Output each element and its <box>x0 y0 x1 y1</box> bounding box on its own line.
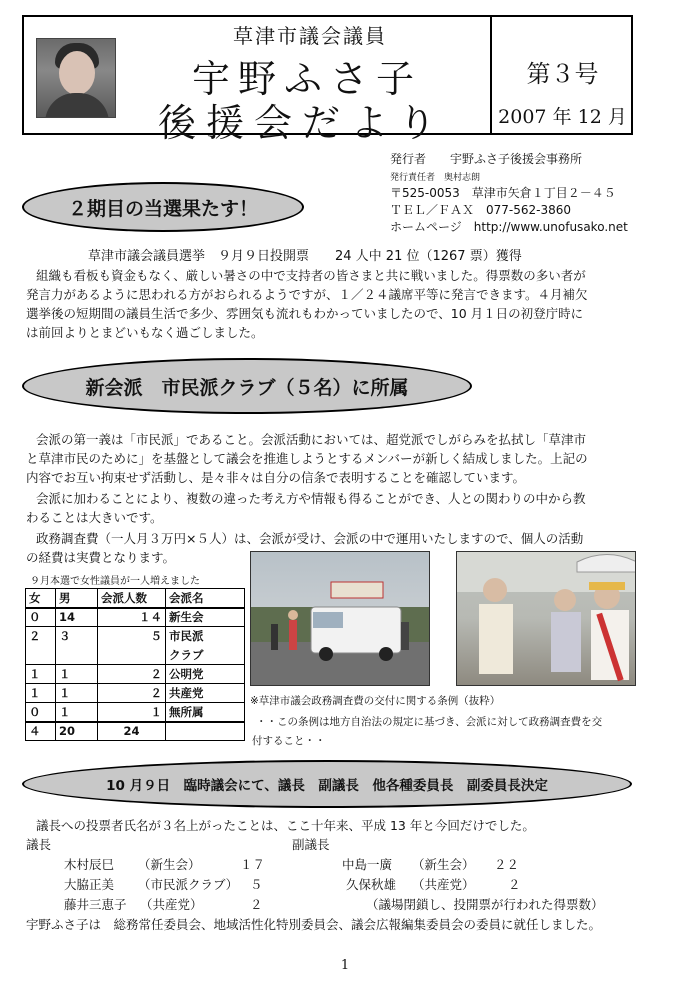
table-cell: クラブ <box>166 646 245 665</box>
chair-label: 議長 <box>26 837 52 852</box>
table-row <box>26 665 245 684</box>
election-result: 草津市議会議員選挙 ９月９日投開票 24 人中 21 位（1267 票）獲得 <box>88 249 522 264</box>
table-cell: 24 <box>98 722 166 741</box>
table-cell <box>166 722 245 741</box>
table-cell: １４ <box>98 608 166 627</box>
candidate-votes: ２ <box>508 877 521 892</box>
address-line: 〒525-0053 草津市矢倉１丁目２－４５ <box>390 186 616 200</box>
table-cell: 新生会 <box>166 608 245 627</box>
table-cell: ５ <box>98 627 166 646</box>
section2-line: 会派に加わることにより、複数の違った考え方や情報も得ることができ、人との関わりの中から教 <box>36 491 586 506</box>
table-cell: 共産党 <box>166 684 245 703</box>
table-cell: 市民派 <box>166 627 245 646</box>
table-cell: 無所属 <box>166 703 245 722</box>
table-cell: １ <box>26 665 56 684</box>
table-row <box>26 703 245 722</box>
candidate-name: 久保秋雄 <box>346 877 397 892</box>
tel-line: ＴＥＬ／ＦＡＸ 077-562-3860 <box>390 203 572 217</box>
portrait-photo <box>36 38 116 118</box>
candidate-party: （新生会） <box>138 857 201 872</box>
table-header: 女 <box>26 589 56 608</box>
ordinance-text: 付すること・・ <box>252 735 326 747</box>
table-header-row <box>26 589 245 608</box>
table-cell: １ <box>56 703 98 722</box>
vote-intro: 議長への投票者氏名が３名上がったことは、ここ十年来、平成 13 年と今回だけでした。 <box>36 818 535 833</box>
table-cell <box>26 646 56 665</box>
campaign-car-photo <box>250 551 430 686</box>
candidate-name: 木村辰巳 <box>64 857 115 872</box>
candidate-votes: ５ <box>250 877 263 892</box>
table-cell: １ <box>56 684 98 703</box>
table-row <box>26 627 245 646</box>
candidate-votes: ２２ <box>494 857 520 872</box>
table-header: 会派人数 <box>98 589 166 608</box>
homepage-line: ホームページ http://www.unofusako.net <box>390 220 628 234</box>
section1-banner-text: ２期目の当選果たす！ <box>67 197 258 220</box>
candidate-votes: １７ <box>240 857 266 872</box>
table-total-row <box>26 722 245 741</box>
table-cell: ０ <box>26 703 56 722</box>
candidate-name: 藤井三恵子 <box>64 897 127 912</box>
table-row <box>26 646 245 665</box>
table-cell: １ <box>56 665 98 684</box>
section1-line: 組織も看板も資金もなく、厳しい暑さの中で支持者の皆さまと共に戦いました。得票数の多い者が <box>36 268 586 283</box>
candidate-party: （新生会） <box>412 857 475 872</box>
table-cell: ４ <box>26 722 56 741</box>
street-speech-photo <box>456 551 636 686</box>
table-cell: ２ <box>26 627 56 646</box>
candidate-party: （共産党） <box>412 877 475 892</box>
table-cell: 14 <box>56 608 98 627</box>
table-header: 会派名 <box>166 589 245 608</box>
section2-line: の経費は実費となります。 <box>26 550 176 565</box>
table-cell: ２ <box>98 665 166 684</box>
section2-banner-text: 新会派 市民派クラブ（５名）に所属 <box>85 376 409 399</box>
section2-line: 内容でお互い拘束せず活動し、是々非々は自分の信条で表明することを確認しています。 <box>26 470 526 485</box>
table-cell: ０ <box>26 608 56 627</box>
table-cell <box>98 646 166 665</box>
ordinance-text: ・・この条例は地方自治法の規定に基づき、会派に対して政務調査費を交 <box>256 716 603 728</box>
table-cell <box>56 646 98 665</box>
section2-line: わることは大きいです。 <box>26 510 163 525</box>
table-caption: ９月本選で女性議員が一人増えました <box>30 576 200 587</box>
publisher-line: 発行者 宇野ふさ子後援会事務所 <box>390 152 583 166</box>
section2-banner <box>22 358 472 414</box>
section3-banner-text: 10 月９日 臨時議会にて、議長 副議長 他各種委員長 副委員長決定 <box>106 778 548 794</box>
table-cell: １ <box>26 684 56 703</box>
section2-line: 会派の第一義は「市民派」であること。会派活動においては、超党派でしがらみを払拭し「草津市 <box>36 432 587 447</box>
faction-table <box>25 588 245 741</box>
table-cell: 公明党 <box>166 665 245 684</box>
masthead-subtitle: 草津市議会議員 <box>233 24 387 48</box>
vote-note: （議場閉鎖し、投開票が行われた得票数） <box>366 897 604 912</box>
section2-line: 政務調査費（一人月３万円×５人）は、会派が受け、会派の中で運用いたしますので、個人の活動 <box>36 531 584 546</box>
section3-banner <box>22 760 632 808</box>
vice-chair-label: 副議長 <box>292 837 330 852</box>
candidate-party: （市民派クラブ） <box>138 877 239 892</box>
responsible-line: 発行責任者 奥村志朗 <box>390 173 481 183</box>
candidate-party: （共産党） <box>140 897 203 912</box>
issue-date: 2007 年 12 月 <box>498 106 627 128</box>
table-row <box>26 684 245 703</box>
issue-number: 第３号 <box>526 60 599 88</box>
section1-banner <box>22 182 304 232</box>
page-number: 1 <box>340 958 350 973</box>
masthead-title-line1: 宇野ふさ子 <box>191 57 422 101</box>
ordinance-title: ※草津市議会政務調査費の交付に関する条例（抜粋） <box>250 695 501 707</box>
candidate-votes: ２ <box>250 897 263 912</box>
table-cell: １ <box>98 703 166 722</box>
table-cell: 20 <box>56 722 98 741</box>
section1-line: 選挙後の短期間の議員生活で多少、雰囲気も流れもわかっていましたので、10 月１日の初登庁時に <box>26 306 584 321</box>
table-header: 男 <box>56 589 98 608</box>
section1-line: 発言力があるように思われる方がおられるようですが、１／２４議席平等に発言できます。４月補欠 <box>26 287 588 302</box>
committee-closing: 宇野ふさ子は 総務常任委員会、地域活性化特別委員会、議会広報編集委員会の委員に就任しました。 <box>26 917 602 932</box>
candidate-name: 中島一廣 <box>342 857 393 872</box>
table-row <box>26 608 245 627</box>
table-cell: ２ <box>98 684 166 703</box>
section2-line: と草津市民のために」を基盤として議会を推進しようとするメンバーが新しく結成しました。上記の <box>26 451 588 466</box>
section1-line: は前回よりとまどいもなく過ごしました。 <box>26 325 264 340</box>
table-cell: ３ <box>56 627 98 646</box>
masthead-title-line2: 後援会だより <box>157 101 446 145</box>
candidate-name: 大脇正美 <box>64 877 115 892</box>
